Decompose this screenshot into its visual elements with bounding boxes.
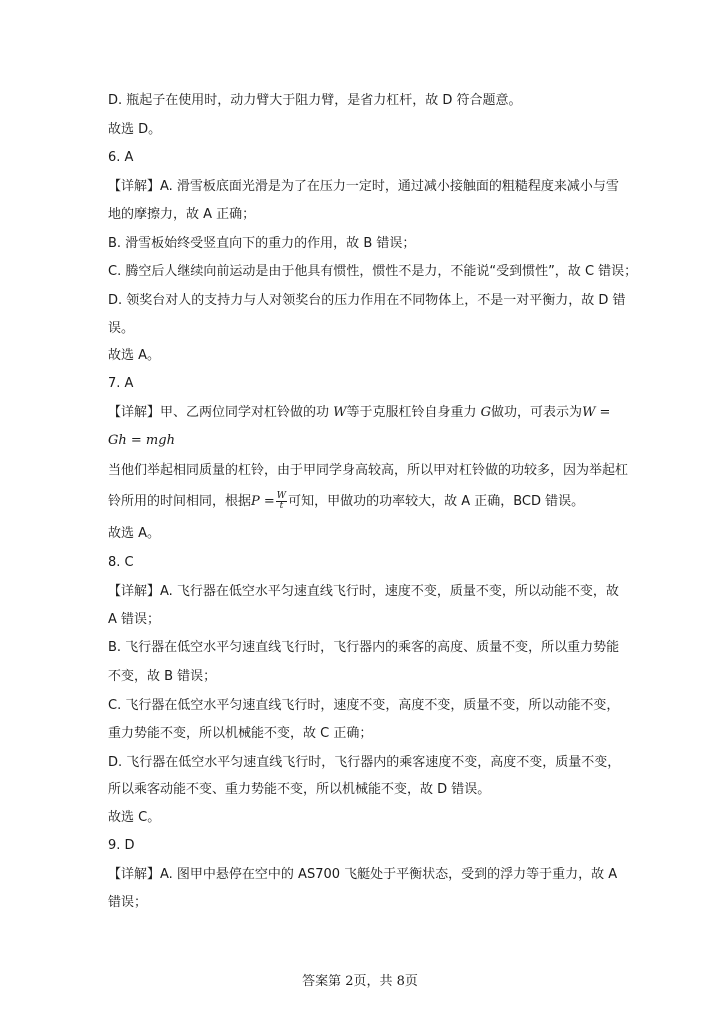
text-line: D. 瓶起子在使用时，动力臂大于阻力臂，是省力杠杆，故 D 符合题意。 (108, 93, 522, 108)
question-number: 7. A (108, 376, 134, 391)
fraction-denominator: t (279, 501, 284, 511)
text-line: 误。 (108, 321, 135, 336)
text-line: D. 领奖台对人的支持力与人对领奖台的压力作用在不同物体上，不是一对平衡力，故 D 错 (108, 293, 626, 308)
question-number: 9. D (108, 838, 135, 853)
text-line: 不变，故 B 错误； (108, 669, 217, 684)
text-span: 等于克服杠铃自身重力 (346, 405, 481, 420)
text-line: 当他们举起相同质量的杠铃，由于甲同学身高较高，所以甲对杠铃做的功较多，因为举起杠 (108, 463, 629, 478)
math-equation: Gh = mgh (108, 433, 175, 448)
text-line: 【详解】A. 飞行器在低空水平匀速直线飞行时，速度不变，质量不变，所以动能不变，故 (108, 584, 619, 599)
math-symbol: G (480, 405, 492, 420)
question-number: 6. A (108, 150, 134, 165)
fraction (276, 492, 287, 511)
text-line: 地的摩擦力，故 A 正确； (108, 207, 256, 222)
fraction-numerator: W (276, 491, 287, 501)
text-line: 故选 A。 (108, 526, 161, 541)
text-span: 做功，可表示为 (491, 405, 583, 420)
math-equation: P = (251, 494, 275, 509)
text-line: 所以乘客动能不变、重力势能不变，所以机械能不变，故 D 错误。 (108, 782, 491, 797)
text-line: 重力势能不变，所以机械能不变，故 C 正确； (108, 726, 373, 741)
text-line: 【详解】A. 滑雪板底面光滑是为了在压力一定时，通过减小接触面的粗糙程度来减小与雪 (108, 179, 619, 194)
text-line: D. 飞行器在低空水平匀速直线飞行时，飞行器内的乘客速度不变，高度不变，质量不变， (108, 755, 621, 770)
text-line: 【详解】A. 图甲中悬停在空中的 AS700 飞艇处于平衡状态，受到的浮力等于重力，故 A (108, 867, 618, 882)
text-line: C. 飞行器在低空水平匀速直线飞行时，速度不变，高度不变，质量不变，所以动能不变， (108, 698, 620, 713)
text-line (108, 403, 610, 423)
text-line: 故选 D。 (108, 122, 162, 137)
text-span: 铃所用的时间相同，根据 (108, 494, 252, 509)
page-footer: 答案第 2页，共 8页 (302, 974, 418, 989)
math-equation: W = (582, 405, 611, 420)
question-number: 8. C (108, 555, 134, 570)
text-line: A 错误； (108, 612, 161, 627)
text-line: C. 腾空后人继续向前运动是由于他具有惯性，惯性不是力，不能说“受到惯性”，故 C 错误； (108, 264, 638, 279)
text-line: 故选 A。 (108, 348, 161, 363)
text-line: 错误； (108, 895, 148, 910)
text-line (108, 492, 584, 512)
text-line: B. 飞行器在低空水平匀速直线飞行时，飞行器内的乘客的高度、质量不变，所以重力势能 (108, 640, 620, 655)
math-symbol: W (333, 405, 347, 420)
text-span: 可知，甲做功的功率较大，故 A 正确，BCD 错误。 (288, 494, 585, 509)
text-span: 【详解】甲、乙两位同学对杠铃做的功 (108, 405, 334, 420)
text-line: B. 滑雪板始终受竖直向下的重力的作用，故 B 错误； (108, 236, 416, 251)
text-line: 故选 C。 (108, 810, 161, 825)
